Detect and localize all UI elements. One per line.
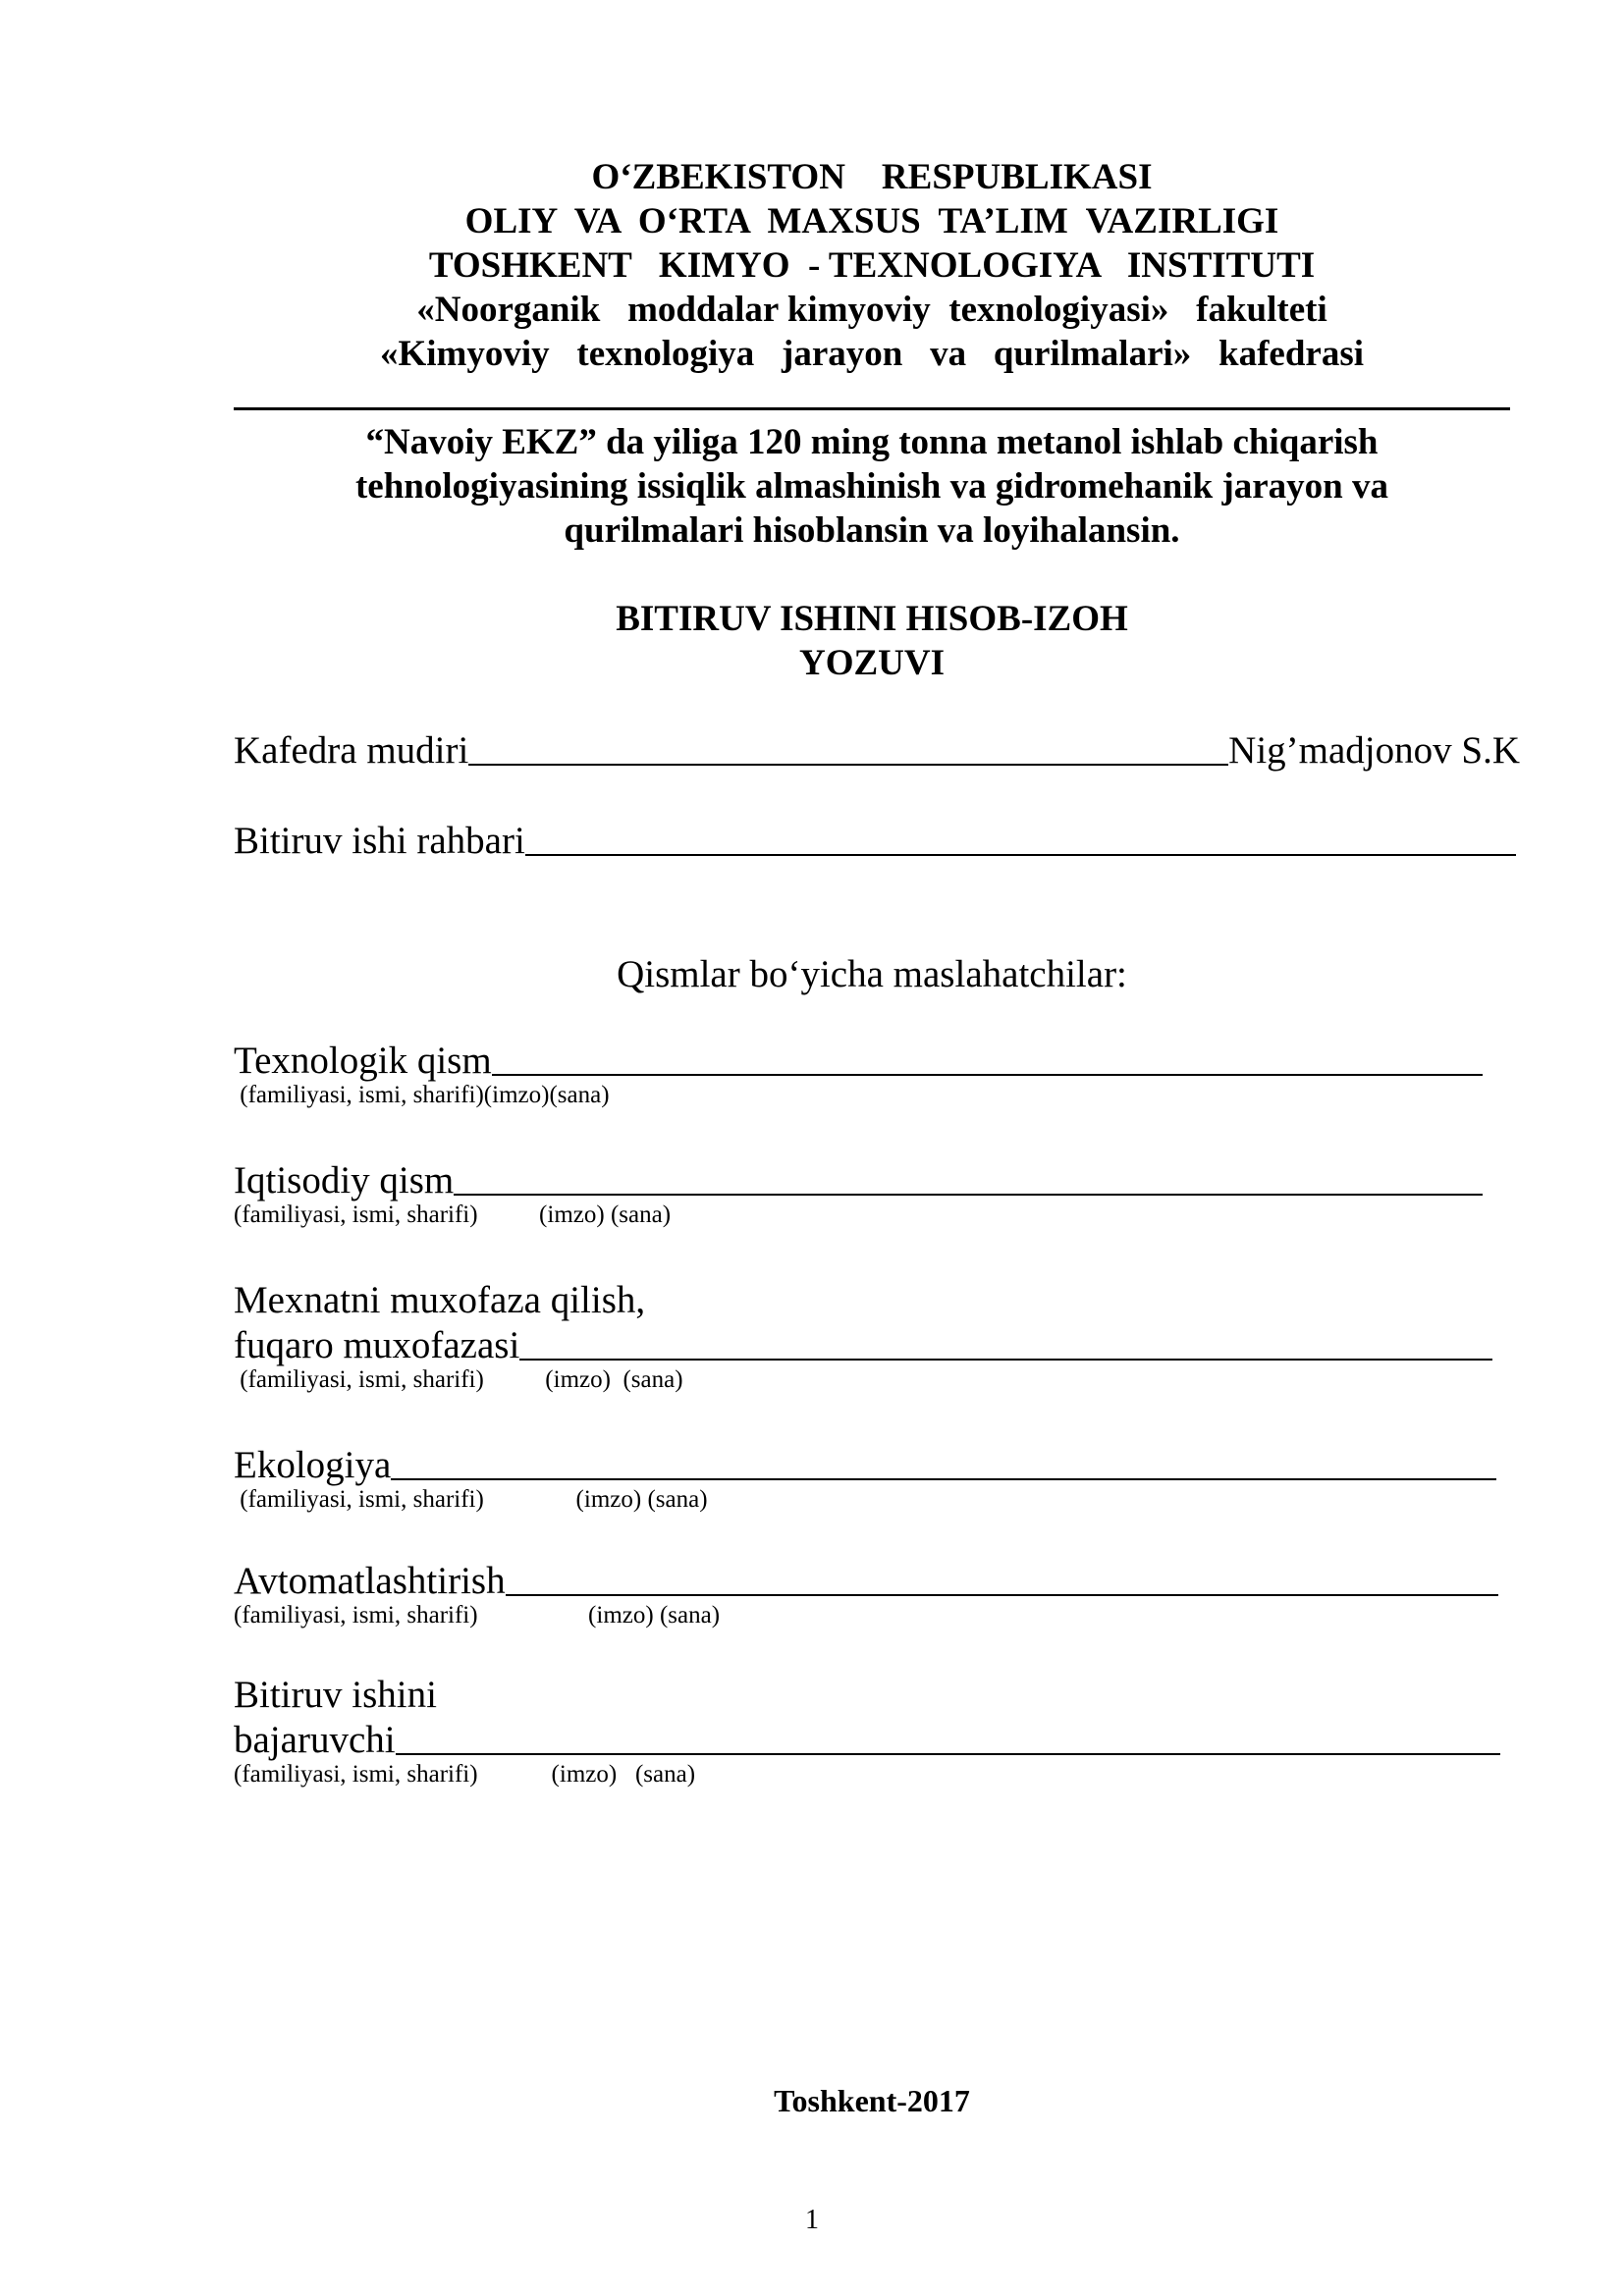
section-caption: (familiyasi, ismi, sharifi) (imzo) (sana)	[234, 1486, 708, 1513]
document-title	[234, 597, 1510, 685]
head-of-department-line	[234, 728, 1520, 774]
signature-blank	[391, 1478, 1496, 1480]
institution-header	[234, 155, 1510, 376]
section-caption: (familiyasi, ismi, sharifi) (imzo) (sana)	[234, 1602, 721, 1629]
section-automation	[234, 1559, 1498, 1629]
section-ecology	[234, 1443, 1496, 1514]
section-label: Ekologiya	[234, 1444, 392, 1486]
header-line-department: «Kimyoviy texnologiya jarayon va qurilmalari» kafedrasi	[379, 334, 1365, 374]
section-label: bajaruvchi	[234, 1719, 396, 1761]
header-line-ministry: OLIY VA O‘RTA MAXSUS TA’LIM VAZIRLIGI	[464, 201, 1279, 241]
header-line-faculty: «Noorganik moddalar kimyoviy texnologiyasi» fakulteti	[416, 290, 1327, 330]
section-technology	[234, 1039, 1483, 1109]
section-caption: (familiyasi, ismi, sharifi) (imzo) (sana)	[234, 1366, 683, 1393]
section-label-top: Mexnatni muxofaza qilish,	[234, 1279, 646, 1321]
title-line-1: BITIRUV ISHINI HISOB-IZOH	[616, 599, 1128, 639]
page-number: 1	[805, 2205, 819, 2235]
header-divider	[234, 407, 1510, 410]
section-label: Texnologik qism	[234, 1040, 492, 1082]
title-line-2: YOZUVI	[798, 643, 946, 683]
signature-blank	[506, 1594, 1498, 1596]
signature-blank	[492, 1074, 1483, 1076]
topic-line-1: “Navoiy EKZ” da yiliga 120 ming tonna metanol ishlab chiqarish	[365, 422, 1379, 462]
thesis-topic	[234, 420, 1510, 553]
topic-line-2: tehnologiyasining issiqlik almashinish va gidromehanik jarayon va	[354, 466, 1389, 507]
head-of-department-label: Kafedra mudiri	[234, 729, 469, 772]
supervisor-line	[234, 819, 1516, 864]
supervisor-label: Bitiruv ishi rahbari	[234, 820, 525, 862]
section-label: Iqtisodiy qism	[234, 1159, 455, 1201]
section-economics	[234, 1158, 1483, 1229]
consultants-heading: Qismlar bo‘yicha maslahatchilar:	[617, 953, 1127, 995]
topic-line-3: qurilmalari hisoblansin va loyihalansin.	[564, 510, 1180, 551]
section-label: fuqaro muxofazasi	[234, 1324, 520, 1366]
section-label-top: Bitiruv ishini	[234, 1674, 437, 1716]
section-labor-safety	[234, 1278, 1492, 1394]
section-author	[234, 1673, 1500, 1789]
section-caption: (familiyasi, ismi, sharifi) (imzo) (sana)	[234, 1761, 696, 1788]
section-caption: (familiyasi, ismi, sharifi) (imzo) (sana)	[234, 1201, 672, 1228]
signature-blank	[454, 1194, 1483, 1196]
head-of-department-name: Nig’madjonov S.K	[1228, 729, 1520, 772]
section-caption: (familiyasi, ismi, sharifi)(imzo)(sana)	[234, 1082, 610, 1108]
city-year: Toshkent-2017	[774, 2083, 970, 2118]
header-line-institute: TOSHKENT KIMYO - TEXNOLOGIYA INSTITUTI	[428, 245, 1316, 286]
section-label: Avtomatlashtirish	[234, 1560, 506, 1602]
signature-blank	[519, 1359, 1492, 1361]
signature-blank	[525, 854, 1516, 856]
signature-blank	[396, 1753, 1500, 1755]
header-line-country: O‘ZBEKISTON RESPUBLIKASI	[591, 157, 1153, 197]
signature-blank	[468, 764, 1228, 766]
